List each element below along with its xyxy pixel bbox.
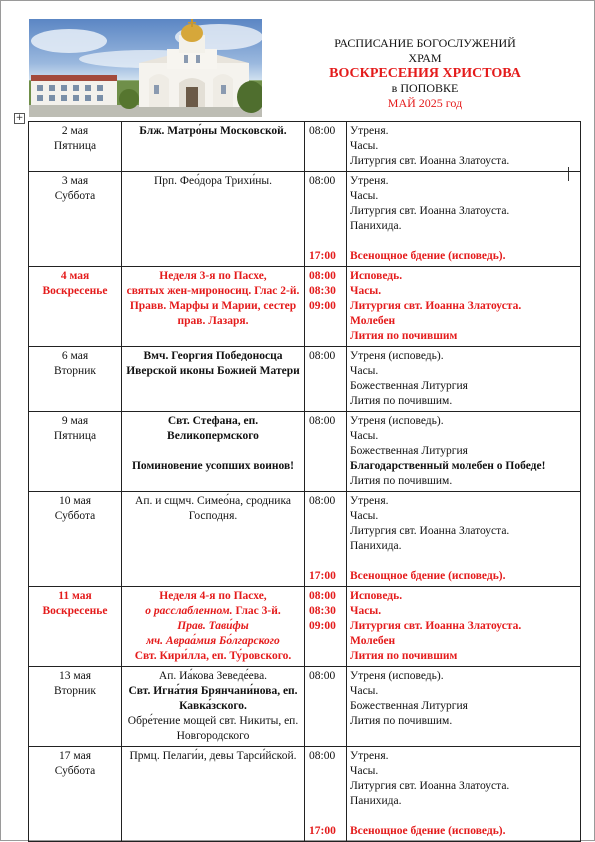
saint-cell[interactable] bbox=[122, 587, 305, 667]
table-row bbox=[29, 412, 581, 492]
date-text: 2 мая bbox=[61, 125, 89, 137]
date-cell[interactable] bbox=[29, 122, 122, 172]
service-text: Всенощное бдение (исповедь). bbox=[350, 570, 506, 582]
saint-text: Неделя 3-я по Пасхе, bbox=[159, 270, 267, 282]
time-text: 17:00 bbox=[309, 825, 336, 837]
service-text: Молебен bbox=[350, 315, 396, 327]
header-temple-name: ВОСКРЕСЕНИЯ ХРИСТОВА bbox=[329, 66, 521, 81]
time-text: 17:00 bbox=[309, 250, 336, 262]
time-cell[interactable] bbox=[305, 122, 347, 172]
service-text: Литургия свт. Иоанна Златоуста. bbox=[350, 525, 510, 537]
date-text: 9 мая bbox=[61, 415, 89, 427]
time-text: 08:00 bbox=[309, 175, 336, 187]
time-text: 08:30 bbox=[309, 605, 336, 617]
table-row bbox=[29, 267, 581, 347]
service-text: Часы. bbox=[350, 430, 379, 442]
weekday-text: Пятница bbox=[53, 430, 97, 442]
saint-text: Прмц. Пелаги́и, девы Тарси́йской. bbox=[129, 750, 297, 762]
table-row bbox=[29, 747, 581, 842]
service-cell[interactable] bbox=[347, 347, 581, 412]
date-text: 3 мая bbox=[61, 175, 89, 187]
date-text: 13 мая bbox=[59, 670, 91, 682]
saint-text: Блж. Матро́ны Московской. bbox=[139, 125, 287, 137]
saint-cell[interactable] bbox=[122, 172, 305, 267]
service-cell[interactable] bbox=[347, 667, 581, 747]
saint-text: Свт. Стефана, еп. bbox=[167, 415, 259, 427]
saint-text: Прп. Фео́дора Трихи́ны. bbox=[153, 175, 273, 187]
service-text: Литургия свт. Иоанна Златоуста. bbox=[350, 620, 522, 632]
service-text: Лития по почившим. bbox=[350, 395, 453, 407]
saint-text: Иверской иконы Божией Матери bbox=[126, 365, 300, 377]
saint-cell[interactable] bbox=[122, 122, 305, 172]
service-text: Утреня (исповедь). bbox=[350, 350, 444, 362]
saint-text: Поминовение усопших воинов! bbox=[131, 460, 295, 472]
service-text: Часы. bbox=[350, 685, 379, 697]
service-text: Всенощное бдение (исповедь). bbox=[350, 250, 506, 262]
saint-cell[interactable] bbox=[122, 412, 305, 492]
schedule-table bbox=[28, 121, 581, 842]
table-move-handle-icon[interactable]: + bbox=[15, 113, 24, 123]
date-cell[interactable] bbox=[29, 412, 122, 492]
service-cell[interactable] bbox=[347, 412, 581, 492]
time-text: 08:00 bbox=[309, 350, 336, 362]
saint-text: Неделя 4-я по Пасхе, bbox=[159, 590, 267, 602]
table-row bbox=[29, 667, 581, 747]
time-cell[interactable] bbox=[305, 667, 347, 747]
service-cell[interactable] bbox=[347, 587, 581, 667]
time-text: 09:00 bbox=[309, 300, 336, 312]
saint-cell[interactable] bbox=[122, 747, 305, 842]
service-text: Утреня. bbox=[350, 750, 389, 762]
time-text: 08:00 bbox=[309, 750, 336, 762]
service-text: Панихида. bbox=[350, 795, 402, 807]
service-text: Всенощное бдение (исповедь). bbox=[350, 825, 506, 837]
date-text: 11 мая bbox=[58, 590, 92, 602]
service-text: Божественная Литургия bbox=[350, 380, 468, 392]
date-cell[interactable] bbox=[29, 587, 122, 667]
saint-cell[interactable] bbox=[122, 667, 305, 747]
service-text: Лития по почившим. bbox=[350, 475, 453, 487]
time-cell[interactable] bbox=[305, 747, 347, 842]
service-text: Утреня. bbox=[350, 495, 389, 507]
service-cell[interactable] bbox=[347, 172, 581, 267]
date-text: 6 мая bbox=[61, 350, 89, 362]
schedule-header bbox=[280, 36, 570, 111]
saint-text: Прав. Тави́фы bbox=[177, 620, 249, 632]
time-cell[interactable] bbox=[305, 412, 347, 492]
time-text: 08:30 bbox=[309, 285, 336, 297]
time-text: 08:00 bbox=[309, 125, 336, 137]
saint-text: Глас 3-й. bbox=[232, 605, 281, 617]
service-text: Литургия свт. Иоанна Златоуста. bbox=[350, 300, 522, 312]
saint-text: Правв. Марфы и Марии, сестер bbox=[129, 300, 297, 312]
weekday-text: Суббота bbox=[54, 765, 96, 777]
time-text: 17:00 bbox=[309, 570, 336, 582]
header-temple-label: ХРАМ bbox=[408, 51, 442, 65]
date-text: 10 мая bbox=[59, 495, 91, 507]
service-text: Утреня. bbox=[350, 125, 389, 137]
service-text: Часы. bbox=[350, 510, 379, 522]
service-cell[interactable] bbox=[347, 267, 581, 347]
table-row bbox=[29, 347, 581, 412]
saint-text: о расслабленном. bbox=[145, 605, 233, 617]
table-row bbox=[29, 172, 581, 267]
service-text: Божественная Литургия bbox=[350, 445, 468, 457]
time-text: 08:00 bbox=[309, 590, 336, 602]
saint-text: прав. Лазаря. bbox=[177, 315, 249, 327]
service-text: Часы. bbox=[350, 365, 379, 377]
time-cell[interactable] bbox=[305, 172, 347, 267]
weekday-text: Вторник bbox=[54, 685, 96, 697]
service-text: Благодарственный молебен о Победе! bbox=[350, 460, 546, 472]
service-text: Лития по почившим bbox=[350, 330, 458, 342]
date-cell[interactable] bbox=[29, 347, 122, 412]
service-text: Утреня. bbox=[350, 175, 389, 187]
saint-cell[interactable] bbox=[122, 347, 305, 412]
saint-cell[interactable] bbox=[122, 267, 305, 347]
time-text: 09:00 bbox=[309, 620, 336, 632]
time-cell[interactable] bbox=[305, 587, 347, 667]
weekday-text: Суббота bbox=[54, 190, 96, 202]
service-text: Часы. bbox=[350, 765, 379, 777]
time-text: 08:00 bbox=[309, 415, 336, 427]
saint-text: Свт. Игна́тия Брянчани́нова, еп. Кавка́зского. bbox=[128, 685, 298, 712]
weekday-text: Воскресенье bbox=[42, 605, 108, 617]
service-text: Молебен bbox=[350, 635, 396, 647]
saint-text: святых жен-мироносиц. Глас 2-й. bbox=[126, 285, 300, 297]
service-cell[interactable] bbox=[347, 492, 581, 587]
date-cell[interactable] bbox=[29, 267, 122, 347]
church-photo bbox=[29, 19, 262, 117]
weekday-text: Воскресенье bbox=[42, 285, 108, 297]
service-text: Утреня (исповедь). bbox=[350, 415, 444, 427]
service-cell[interactable] bbox=[347, 122, 581, 172]
service-text: Божественная Литургия bbox=[350, 700, 468, 712]
header-title: РАСПИСАНИЕ БОГОСЛУЖЕНИЙ bbox=[334, 36, 516, 50]
service-text: Литургия свт. Иоанна Златоуста. bbox=[350, 155, 510, 167]
service-text: Панихида. bbox=[350, 540, 402, 552]
saint-text: мч. Авраа́мия Бо́лгарского bbox=[146, 635, 280, 647]
time-cell[interactable] bbox=[305, 492, 347, 587]
header-month: МАЙ 2025 год bbox=[387, 96, 463, 110]
time-text: 08:00 bbox=[309, 270, 336, 282]
service-text: Утреня (исповедь). bbox=[350, 670, 444, 682]
service-text: Литургия свт. Иоанна Златоуста. bbox=[350, 780, 510, 792]
weekday-text: Пятница bbox=[53, 140, 97, 152]
service-text: Часы. bbox=[350, 190, 379, 202]
date-cell[interactable] bbox=[29, 667, 122, 747]
saint-text: Великопермского bbox=[167, 430, 259, 442]
header-location: в ПОПОВКЕ bbox=[391, 81, 459, 95]
service-text: Литургия свт. Иоанна Златоуста. bbox=[350, 205, 510, 217]
saint-cell[interactable] bbox=[122, 492, 305, 587]
table-row bbox=[29, 122, 581, 172]
service-text: Часы. bbox=[350, 605, 382, 617]
service-text: Лития по почившим bbox=[350, 650, 458, 662]
saint-text: Ап. Иа́кова Зеведе́ева. bbox=[158, 670, 268, 682]
table-row bbox=[29, 587, 581, 667]
date-text: 17 мая bbox=[59, 750, 91, 762]
service-text: Исповедь. bbox=[350, 590, 403, 602]
time-cell[interactable] bbox=[305, 267, 347, 347]
time-text: 08:00 bbox=[309, 670, 336, 682]
saint-text: Ап. и сщмч. Симео́на, сродника Господня. bbox=[135, 495, 291, 522]
service-text: Исповедь. bbox=[350, 270, 403, 282]
date-text: 4 мая bbox=[60, 270, 90, 282]
table-row bbox=[29, 492, 581, 587]
saint-text: Вмч. Георгия Победоносца bbox=[143, 350, 283, 362]
time-cell[interactable] bbox=[305, 347, 347, 412]
service-text: Лития по почившим. bbox=[350, 715, 453, 727]
service-text: Часы. bbox=[350, 285, 382, 297]
service-text: Часы. bbox=[350, 140, 379, 152]
date-cell[interactable] bbox=[29, 492, 122, 587]
weekday-text: Суббота bbox=[54, 510, 96, 522]
service-text: Панихида. bbox=[350, 220, 402, 232]
date-cell[interactable] bbox=[29, 747, 122, 842]
weekday-text: Вторник bbox=[54, 365, 96, 377]
time-text: 08:00 bbox=[309, 495, 336, 507]
saint-text: Обре́тение мощей свт. Никиты, еп. Новгородского bbox=[127, 715, 299, 742]
date-cell[interactable] bbox=[29, 172, 122, 267]
service-cell[interactable] bbox=[347, 747, 581, 842]
saint-text: Свт. Кири́лла, еп. Ту́ровского. bbox=[134, 650, 292, 662]
